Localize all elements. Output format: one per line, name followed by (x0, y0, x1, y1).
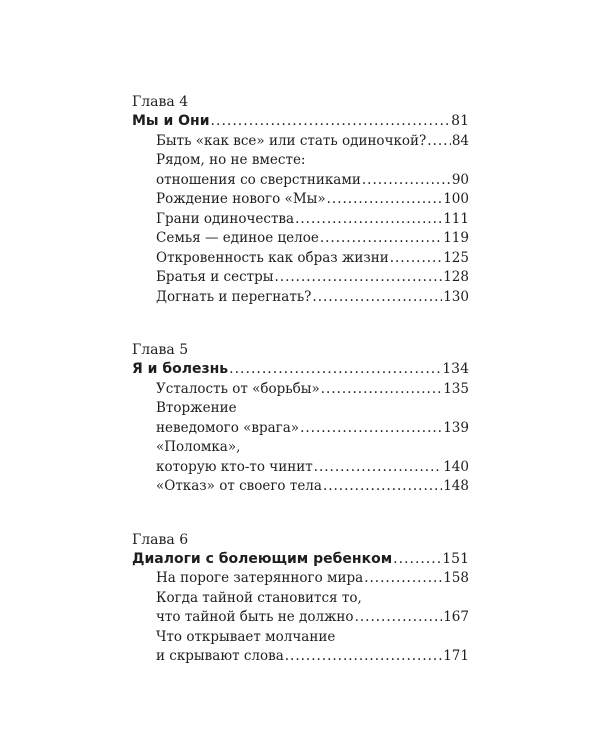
dot-leader (312, 288, 442, 308)
chapter-block (132, 531, 469, 667)
toc-entry[interactable] (132, 249, 469, 269)
page-number: 100 (443, 191, 469, 207)
page-number: 128 (443, 269, 469, 285)
chapter-title: Я и болезнь (132, 361, 229, 377)
toc-entry[interactable] (132, 477, 469, 497)
page-number: 135 (443, 380, 469, 397)
dot-leader (427, 132, 451, 152)
page-number: 134 (442, 361, 469, 377)
toc-entry[interactable] (132, 569, 469, 589)
toc-entry-title: и скрывают слова (156, 648, 284, 664)
page-number: 119 (443, 230, 469, 246)
page-number: 148 (443, 478, 469, 494)
toc-entry-title: Догнать и перегнать? (156, 288, 312, 305)
page-number: 130 (443, 288, 469, 305)
dot-leader (362, 171, 451, 191)
toc-entry-title: Усталость от «борьбы» (156, 380, 320, 397)
toc-entry[interactable] (132, 419, 469, 439)
toc-entry-title: Братья и сестры (156, 269, 274, 285)
dot-leader (285, 647, 442, 667)
page-number: 111 (443, 210, 469, 227)
toc-entry[interactable] (132, 229, 469, 249)
toc-entry-line: Когда тайной становится то, (156, 589, 362, 606)
page-number: 90 (451, 171, 469, 188)
page-number: 81 (451, 113, 469, 129)
dot-leader (320, 229, 442, 249)
toc-entry-title: которую кто-то чинит (156, 458, 313, 475)
dot-leader (321, 380, 442, 400)
toc-entry[interactable] (132, 380, 469, 400)
dot-leader (364, 569, 442, 589)
dot-leader (327, 190, 443, 210)
table-of-contents (132, 93, 469, 701)
toc-entry-title: отношения со сверстниками (156, 171, 361, 188)
chapter-title-row[interactable] (132, 360, 469, 380)
dot-leader (275, 268, 443, 288)
chapter-title: Диалоги с болеющим ребенком (132, 550, 393, 567)
toc-entry-title: Откровенность как образ жизни (156, 249, 389, 266)
toc-entry[interactable] (132, 288, 469, 308)
toc-entry-title: Семья — единое целое (156, 230, 319, 246)
dot-leader (300, 419, 442, 439)
toc-entry[interactable] (132, 608, 469, 628)
chapter-label: Глава 5 (132, 342, 189, 358)
dot-leader (295, 210, 442, 230)
page-number: 171 (443, 648, 469, 664)
toc-entry-title: Быть «как все» или стать одиночкой? (156, 132, 427, 149)
toc-entry[interactable] (132, 647, 469, 667)
page-number: 140 (443, 458, 469, 475)
dot-leader (211, 112, 451, 132)
page-number: 151 (442, 550, 469, 567)
chapter-label: Глава 4 (132, 94, 189, 110)
toc-entry[interactable] (132, 268, 469, 288)
page-number: 167 (443, 609, 469, 625)
toc-entry-title: На пороге затерянного мира (156, 570, 364, 586)
chapter-label: Глава 6 (132, 531, 189, 548)
chapter-title-row[interactable] (132, 112, 469, 132)
toc-entry-title: что тайной быть не должно (156, 609, 354, 625)
page-number: 158 (443, 570, 469, 586)
toc-entry-line: Вторжение (156, 400, 237, 416)
toc-entry-title: «Отказ» от своего тела (156, 478, 322, 494)
chapter-title: Мы и Они (132, 113, 210, 129)
dot-leader (393, 550, 441, 570)
toc-entry[interactable] (132, 458, 469, 478)
dot-leader (355, 608, 443, 628)
chapter-block (132, 341, 469, 497)
chapter-title-row[interactable] (132, 550, 469, 570)
toc-entry[interactable] (132, 190, 469, 210)
toc-entry-line: Рядом, но не вместе: (156, 152, 306, 168)
chapter-block (132, 93, 469, 307)
toc-entry-line: «Поломка», (156, 439, 241, 455)
toc-entry-title: неведомого «врага» (156, 419, 300, 436)
dot-leader (323, 477, 442, 497)
page-number: 139 (443, 419, 469, 436)
page-number: 84 (451, 132, 469, 149)
page-number: 125 (443, 249, 469, 266)
dot-leader (229, 360, 441, 380)
toc-entry[interactable] (132, 132, 469, 152)
toc-entry-title: Рождение нового «Мы» (156, 191, 326, 207)
toc-entry[interactable] (132, 171, 469, 191)
dot-leader (314, 458, 443, 478)
dot-leader (390, 249, 443, 269)
toc-entry[interactable] (132, 210, 469, 230)
toc-entry-line: Что открывает молчание (156, 628, 336, 645)
toc-entry-title: Грани одиночества (156, 210, 295, 227)
